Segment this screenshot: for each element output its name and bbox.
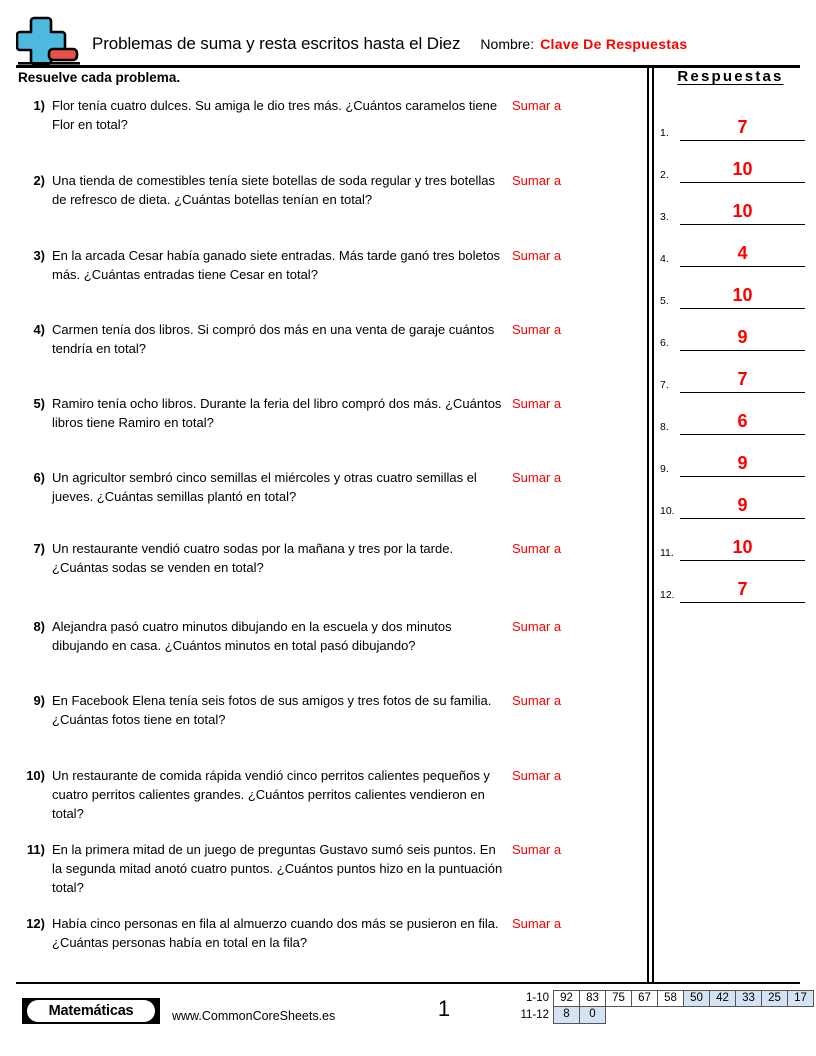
- problem-number: 2): [33, 173, 45, 188]
- answers-panel: [660, 68, 805, 603]
- answer-row: [660, 435, 805, 477]
- answer-row: [660, 183, 805, 225]
- answer-row: [660, 267, 805, 309]
- problem-text: En Facebook Elena tenía seis fotos de sus amigos y tres fotos de su familia. ¿Cuántas fotos tiene en total?: [52, 693, 492, 727]
- problem-item: [18, 394, 638, 468]
- answer-slot[interactable]: [680, 199, 805, 225]
- answer-slot[interactable]: [680, 283, 805, 309]
- answer-number: 7.: [660, 379, 669, 391]
- score-cell: 42: [709, 990, 736, 1007]
- answer-number: 2.: [660, 169, 669, 181]
- problem-item: [18, 766, 638, 840]
- problem-operation: Sumar a: [512, 470, 562, 485]
- problem-number: 8): [33, 619, 45, 634]
- problem-text: Un agricultor sembró cinco semillas el miércoles y otras cuatro semillas el jueves. ¿Cuántas semillas plantó en total?: [52, 470, 477, 504]
- name-field-group: [480, 36, 687, 52]
- problem-text: Carmen tenía dos libros. Si compró dos más en una venta de garaje cuántos tendría en total?: [52, 322, 495, 356]
- problem-text: Un restaurante de comida rápida vendió cinco perritos calientes pequeños y cuatro perritos calientes grandes. ¿Cuántos perritos calientes vendieron en total?: [52, 768, 490, 821]
- page-title: Problemas de suma y resta escritos hasta el Diez: [92, 34, 461, 53]
- answer-slot[interactable]: [680, 157, 805, 183]
- answer-row: [660, 477, 805, 519]
- problem-number: 6): [33, 470, 45, 485]
- problem-text: Flor tenía cuatro dulces. Su amiga le dio tres más. ¿Cuántos caramelos tiene Flor en total?: [52, 98, 498, 132]
- score-cell: 58: [657, 990, 684, 1007]
- brand-label: Matemáticas: [48, 1003, 134, 1019]
- page-header: [0, 0, 816, 66]
- answer-slot[interactable]: [680, 577, 805, 603]
- problem-operation: Sumar a: [512, 768, 562, 783]
- problem-text: Una tienda de comestibles tenía siete botellas de soda regular y tres botellas de refresco de dieta. ¿Cuántas botellas tenían en total?: [52, 173, 495, 207]
- problem-number: 12): [26, 916, 45, 931]
- problem-operation: Sumar a: [512, 842, 562, 857]
- title-row: [92, 34, 808, 54]
- problem-operation: Sumar a: [512, 322, 562, 337]
- answer-slot[interactable]: [680, 451, 805, 477]
- answer-slot[interactable]: [680, 535, 805, 561]
- answer-number: 4.: [660, 253, 669, 265]
- column-divider: [647, 66, 654, 983]
- problem-operation: Sumar a: [512, 619, 562, 634]
- answer-value: 7: [737, 579, 748, 599]
- answer-row: [660, 141, 805, 183]
- name-value: Clave De Respuestas: [540, 36, 688, 52]
- answer-row: [660, 351, 805, 393]
- problem-item: [18, 539, 638, 617]
- answer-value: 10: [732, 201, 753, 221]
- answer-number: 6.: [660, 337, 669, 349]
- score-cell: 67: [631, 990, 658, 1007]
- score-cell: 33: [735, 990, 762, 1007]
- score-cell: 8: [553, 1006, 580, 1024]
- answer-value: 10: [732, 285, 753, 305]
- problem-number: 7): [33, 541, 45, 556]
- problem-text: Ramiro tenía ocho libros. Durante la feria del libro compró dos más. ¿Cuántos libros tiene Ramiro en total?: [52, 396, 502, 430]
- score-cell: 75: [605, 990, 632, 1007]
- problem-text: Un restaurante vendió cuatro sodas por la mañana y tres por la tarde. ¿Cuántas sodas se venden en total?: [52, 541, 454, 575]
- name-label: Nombre:: [480, 36, 535, 52]
- problem-number: 9): [33, 693, 45, 708]
- problem-item: [18, 914, 638, 974]
- answer-number: 9.: [660, 463, 669, 475]
- answers-list: [660, 99, 805, 603]
- problem-operation: Sumar a: [512, 541, 562, 556]
- problem-item: [18, 320, 638, 394]
- answer-row: [660, 309, 805, 351]
- answer-number: 10.: [660, 505, 675, 517]
- answer-value: 9: [737, 327, 748, 347]
- problem-item: [18, 468, 638, 539]
- score-row-label: 1-10: [525, 992, 549, 1004]
- problem-operation: Sumar a: [512, 693, 562, 708]
- score-cell: 92: [553, 990, 580, 1007]
- score-row: [498, 990, 814, 1007]
- problem-number: 11): [26, 842, 45, 857]
- problem-number: 1): [33, 98, 45, 113]
- score-cell: 17: [787, 990, 814, 1007]
- answer-slot[interactable]: [680, 325, 805, 351]
- problem-item: [18, 246, 638, 320]
- answer-value: 10: [732, 159, 753, 179]
- answer-value: 10: [732, 537, 753, 557]
- problem-number: 10): [26, 768, 45, 783]
- problem-operation: Sumar a: [512, 173, 562, 188]
- answer-row: [660, 519, 805, 561]
- answer-number: 11.: [660, 547, 674, 559]
- score-cell: 83: [579, 990, 606, 1007]
- problem-text: Alejandra pasó cuatro minutos dibujando en la escuela y dos minutos dibujando en casa. ¿Cuántos minutos en total pasó dibujando?: [52, 619, 452, 653]
- problem-operation: Sumar a: [512, 98, 562, 113]
- answer-slot[interactable]: [680, 241, 805, 267]
- problem-operation: Sumar a: [512, 396, 562, 411]
- score-cell: 50: [683, 990, 710, 1007]
- brand-badge: [22, 998, 160, 1024]
- answer-number: 12.: [660, 589, 675, 601]
- answer-number: 3.: [660, 211, 669, 223]
- answer-value: 4: [737, 243, 748, 263]
- problem-text: En la arcada Cesar había ganado siete entradas. Más tarde ganó tres boletos más. ¿Cuántas entradas tiene Cesar en total?: [52, 248, 501, 282]
- problem-text: En la primera mitad de un juego de preguntas Gustavo sumó seis puntos. En la segunda mitad anotó cuatro puntos. ¿Cuántos puntos hizo en la puntuación total?: [52, 842, 503, 895]
- answer-slot[interactable]: [680, 493, 805, 519]
- answer-row: [660, 393, 805, 435]
- problem-operation: Sumar a: [512, 916, 562, 931]
- answer-value: 6: [737, 411, 748, 431]
- footer-divider: [16, 982, 800, 984]
- problem-number: 3): [33, 248, 45, 263]
- divider-line-left: [647, 66, 649, 983]
- answer-value: 9: [737, 453, 748, 473]
- answer-row: [660, 99, 805, 141]
- answer-value: 9: [737, 495, 748, 515]
- answers-title: Respuestas: [677, 68, 784, 85]
- problem-number: 4): [33, 322, 45, 337]
- answer-value: 7: [737, 117, 748, 137]
- problem-number: 5): [33, 396, 45, 411]
- score-row: [498, 1007, 814, 1024]
- score-cell: 0: [579, 1006, 606, 1024]
- score-cell: 25: [761, 990, 788, 1007]
- answer-row: [660, 225, 805, 267]
- answer-number: 8.: [660, 421, 669, 433]
- plus-minus-icon: [16, 16, 82, 66]
- problems-list: [18, 96, 638, 974]
- answer-number: 1.: [660, 127, 669, 139]
- problem-item: [18, 96, 638, 171]
- score-row-label: 11-12: [520, 1009, 549, 1021]
- answer-slot[interactable]: [680, 409, 805, 435]
- instructions-text: Resuelve cada problema.: [18, 70, 181, 85]
- answer-slot[interactable]: [680, 115, 805, 141]
- problem-item: [18, 171, 638, 246]
- divider-line-right: [652, 66, 654, 983]
- problem-item: [18, 617, 638, 691]
- answer-slot[interactable]: [680, 367, 805, 393]
- brand-pill: [27, 1000, 155, 1022]
- score-table: [498, 990, 814, 1024]
- page-number: 1: [437, 996, 451, 1021]
- site-url: www.CommonCoreSheets.es: [172, 1009, 336, 1023]
- problem-text: Había cinco personas en fila al almuerzo cuando dos más se pusieron en fila. ¿Cuántas personas había en total en la fila?: [52, 916, 499, 950]
- problem-item: [18, 691, 638, 766]
- problem-item: [18, 840, 638, 914]
- problem-operation: Sumar a: [512, 248, 562, 263]
- answer-number: 5.: [660, 295, 669, 307]
- answer-value: 7: [737, 369, 748, 389]
- answer-row: [660, 561, 805, 603]
